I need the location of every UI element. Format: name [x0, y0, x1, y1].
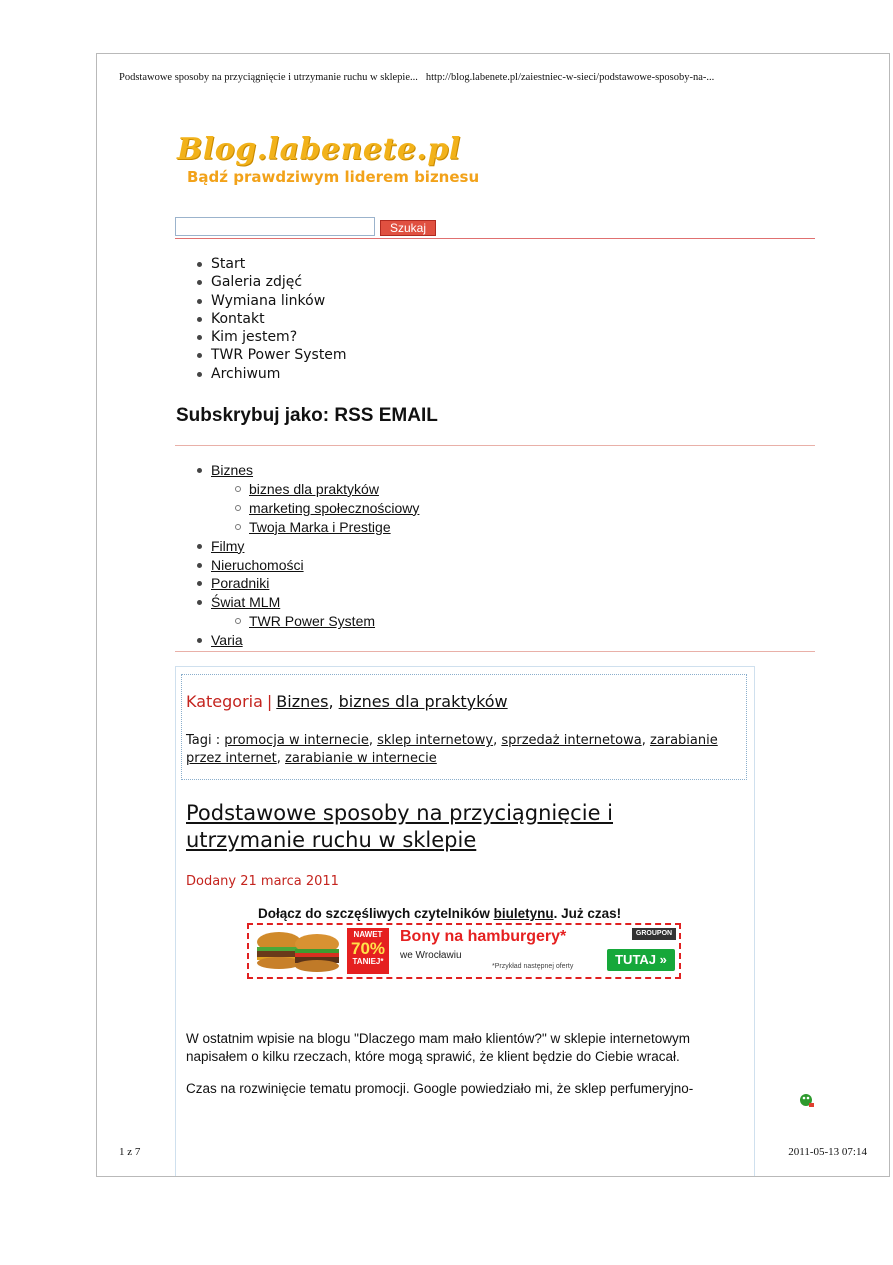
category-item	[195, 537, 419, 556]
logo-tagline: Bądź prawdziwym liderem biznesu	[187, 168, 480, 186]
category-label: Kategoria	[186, 692, 263, 711]
hamburger-image	[253, 929, 343, 973]
category-link-varia[interactable]: Varia	[211, 632, 243, 649]
nav-item-twr[interactable]: TWR Power System	[195, 346, 347, 364]
newsletter-link[interactable]: biuletynu	[493, 906, 554, 921]
category-item	[195, 593, 419, 631]
print-header-title: Podstawowe sposoby na przyciągnięcie i utrzymanie ruchu w sklepie...	[119, 72, 418, 83]
subcategory-list	[211, 612, 419, 631]
category-link-filmy[interactable]: Filmy	[211, 537, 245, 554]
post-title[interactable]: Podstawowe sposoby na przyciągnięcie i utrzymanie ruchu w sklepie	[186, 801, 613, 852]
post-category-link[interactable]: biznes dla praktyków	[338, 692, 508, 711]
banner-note: *Przykład następnej oferty	[492, 963, 574, 970]
groupon-logo: GROUPON	[632, 928, 676, 940]
subscribe-heading: Subskrybuj jako: RSS EMAIL	[176, 405, 438, 426]
tag-link[interactable]: sklep internetowy	[377, 733, 494, 748]
nav-item-gallery[interactable]: Galeria zdjęć	[195, 273, 347, 291]
post-date: Dodany 21 marca 2011	[186, 874, 339, 889]
badge-percent: 70%	[350, 939, 386, 958]
category-separator: |	[266, 692, 273, 711]
search-bar	[175, 217, 815, 239]
printed-page	[96, 53, 890, 1177]
category-list	[195, 461, 419, 650]
tags-label: Tagi :	[186, 733, 221, 748]
subcategory-link[interactable]: Twoja Marka i Prestige	[249, 518, 391, 535]
banner-cta-button[interactable]: TUTAJ »	[607, 949, 675, 971]
subcategory-item	[233, 518, 419, 537]
divider	[175, 651, 815, 652]
divider	[175, 445, 815, 446]
nav-item-link-exchange[interactable]: Wymiana linków	[195, 292, 347, 310]
subcategory-link[interactable]: TWR Power System	[249, 613, 376, 630]
subcategory-item	[233, 499, 419, 518]
tag-link[interactable]: promocja w internecie	[224, 733, 369, 748]
ad-banner[interactable]	[247, 923, 681, 979]
search-button[interactable]: Szukaj	[380, 220, 436, 236]
post-category-line	[186, 692, 508, 711]
subcategory-link[interactable]: biznes dla praktyków	[249, 480, 379, 497]
search-input[interactable]	[175, 217, 375, 236]
print-header	[119, 72, 714, 83]
nav-item-contact[interactable]: Kontakt	[195, 310, 347, 328]
category-item	[195, 461, 419, 537]
main-nav	[195, 255, 347, 383]
post-category-link[interactable]: Biznes	[276, 692, 329, 711]
nav-item-about[interactable]: Kim jestem?	[195, 328, 347, 346]
category-comma: ,	[328, 692, 334, 711]
print-header-url: http://blog.labenete.pl/zaiestniec-w-sieci/podstawowe-sposoby-na-...	[425, 72, 715, 83]
category-link-swiat-mlm[interactable]: Świat MLM	[211, 594, 281, 611]
tag-link[interactable]: sprzedaż internetowa	[501, 733, 642, 748]
banner-headline: Bony na hamburgery*	[400, 928, 567, 945]
subcategory-item	[233, 480, 419, 499]
newsletter-text-end: . Już czas!	[553, 906, 622, 921]
newsletter-text: Dołącz do szczęśliwych czytelników	[258, 906, 494, 921]
tag-link[interactable]: zarabianie przez internet	[186, 733, 718, 766]
badge-bottom: TANIEJ*	[352, 957, 384, 966]
print-page-number: 1 z 7	[119, 1146, 141, 1158]
tag-link[interactable]: zarabianie w internecie	[285, 750, 437, 766]
subcategory-list	[211, 480, 419, 537]
category-link-biznes[interactable]: Biznes	[211, 462, 254, 478]
category-item	[195, 556, 419, 575]
subcategory-link[interactable]: marketing społecznościowy	[249, 499, 420, 516]
bug-icon	[799, 1092, 815, 1108]
nav-item-archive[interactable]: Archiwum	[195, 365, 347, 383]
discount-badge	[347, 928, 389, 974]
category-link-poradniki[interactable]: Poradniki	[211, 575, 270, 592]
category-item	[195, 574, 419, 593]
banner-city: we Wrocławiu	[400, 950, 462, 961]
nav-item-start[interactable]: Start	[195, 255, 347, 273]
print-datetime: 2011-05-13 07:14	[788, 1146, 867, 1158]
post-tags: Tagi : promocja w internecie, sklep internetowy, sprzedaż internetowa, zarabianie przez internet, zarabianie w internecie	[186, 733, 718, 766]
subcategory-item	[233, 612, 419, 631]
category-link-nieruchomosci[interactable]: Nieruchomości	[211, 556, 304, 573]
site-logo[interactable]	[177, 134, 479, 186]
post-paragraph: W ostatnim wpisie na blogu "Dlaczego mam mało klientów?" w sklepie internetowym napisałem o kilku rzeczach, które mogą sprawić, że klient będzie do Ciebie wracał.	[186, 1031, 691, 1064]
post-paragraph: Czas na rozwinięcie tematu promocji. Google powiedziało mi, że sklep perfumeryjno-	[186, 1081, 694, 1096]
category-item	[195, 631, 419, 650]
badge-top: NAWET	[353, 930, 383, 939]
newsletter-cta	[258, 906, 621, 921]
logo-title: Blog.labenete.pl	[177, 132, 461, 167]
